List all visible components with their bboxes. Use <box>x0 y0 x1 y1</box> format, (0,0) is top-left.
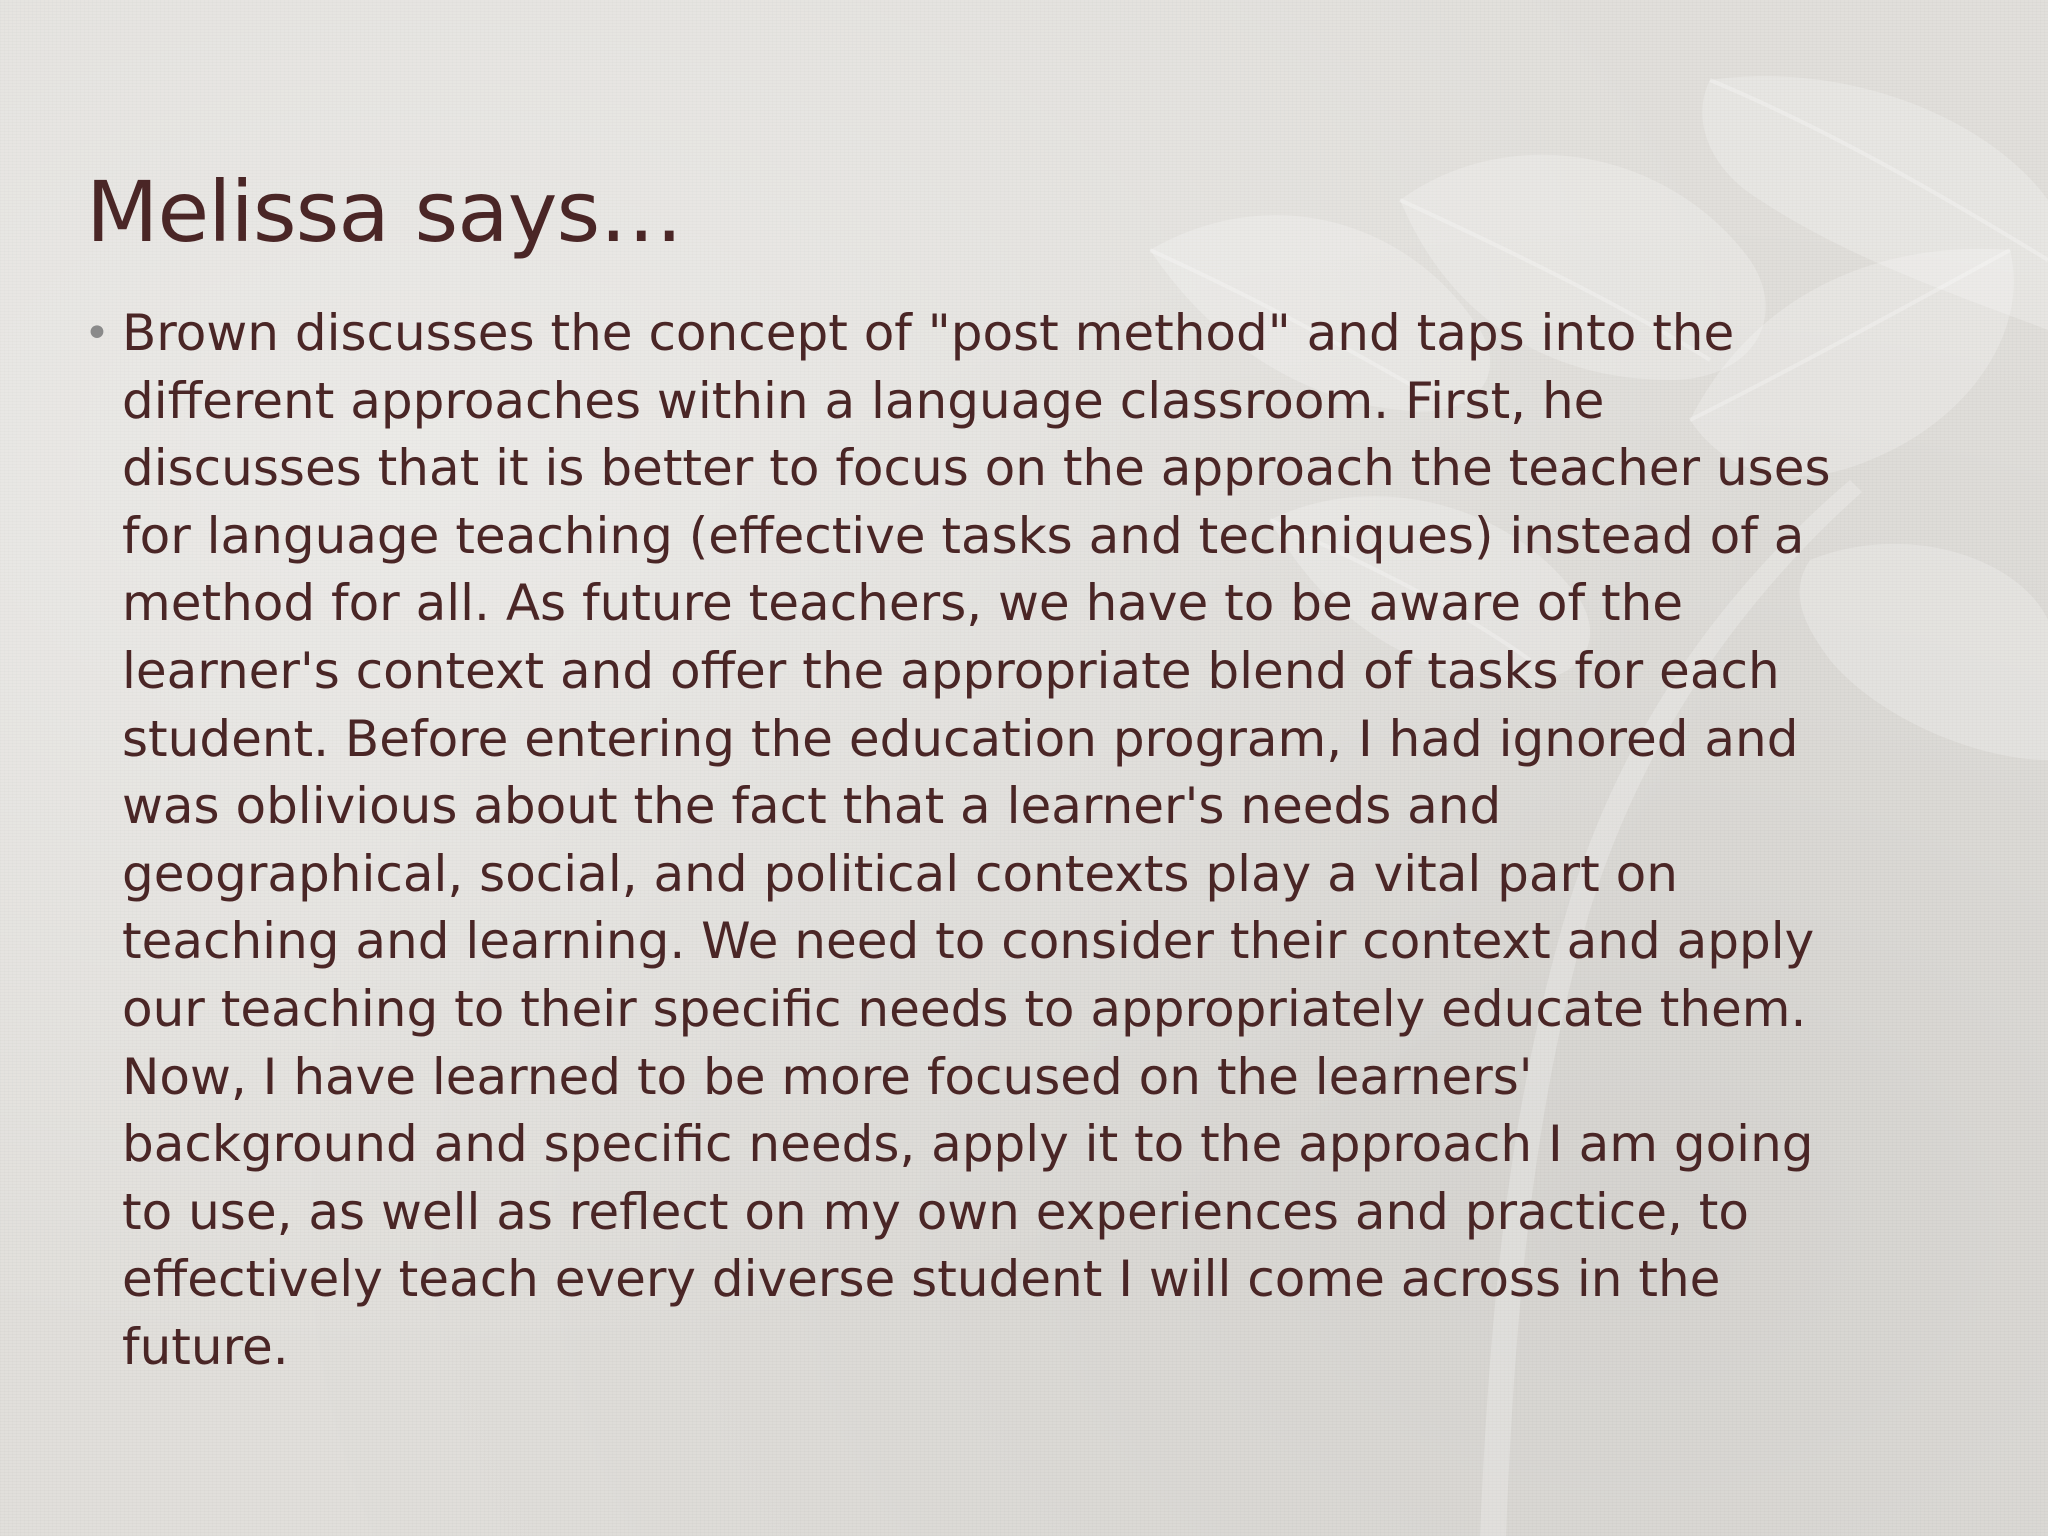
bullet-marker: • <box>84 308 110 359</box>
bullet-text-line: future. <box>122 1317 289 1376</box>
bullet-text-line: teaching and learning. We need to consider their context and apply <box>122 912 1815 971</box>
bullet-list <box>80 300 1980 1382</box>
bullet-text-line: Brown discusses the concept of "post method" and taps into the <box>122 304 1735 362</box>
bullet-text-line: different approaches within a language classroom. First, he <box>122 371 1605 430</box>
bullet-text-line: for language teaching (effective tasks and techniques) instead of a <box>122 506 1805 565</box>
slide-title: Melissa says… <box>86 163 683 261</box>
bullet-text-line: to use, as well as reflect on my own experiences and practice, to <box>122 1182 1749 1241</box>
bullet-text-line: learner's context and offer the appropriate blend of tasks for each <box>122 641 1780 700</box>
bullet-text-line: geographical, social, and political contexts play a vital part on <box>122 844 1678 903</box>
bullet-text-line: discusses that it is better to focus on the approach the teacher uses <box>122 439 1831 498</box>
bullet-text-line: Now, I have learned to be more focused on the learners' <box>122 1047 1533 1106</box>
bullet-text-line: student. Before entering the education program, I had ignored and <box>122 709 1799 768</box>
bullet-text-line: was oblivious about the fact that a learner's needs and <box>122 777 1502 836</box>
bullet-text-line: effectively teach every diverse student I will come across in the <box>122 1250 1721 1309</box>
bullet-text-line: our teaching to their specific needs to appropriately educate them. <box>122 979 1807 1038</box>
bullet-item <box>80 300 1980 1382</box>
bullet-text-line: method for all. As future teachers, we have to be aware of the <box>122 574 1684 633</box>
bullet-text-line: background and specific needs, apply it to the approach I am going <box>122 1115 1814 1174</box>
